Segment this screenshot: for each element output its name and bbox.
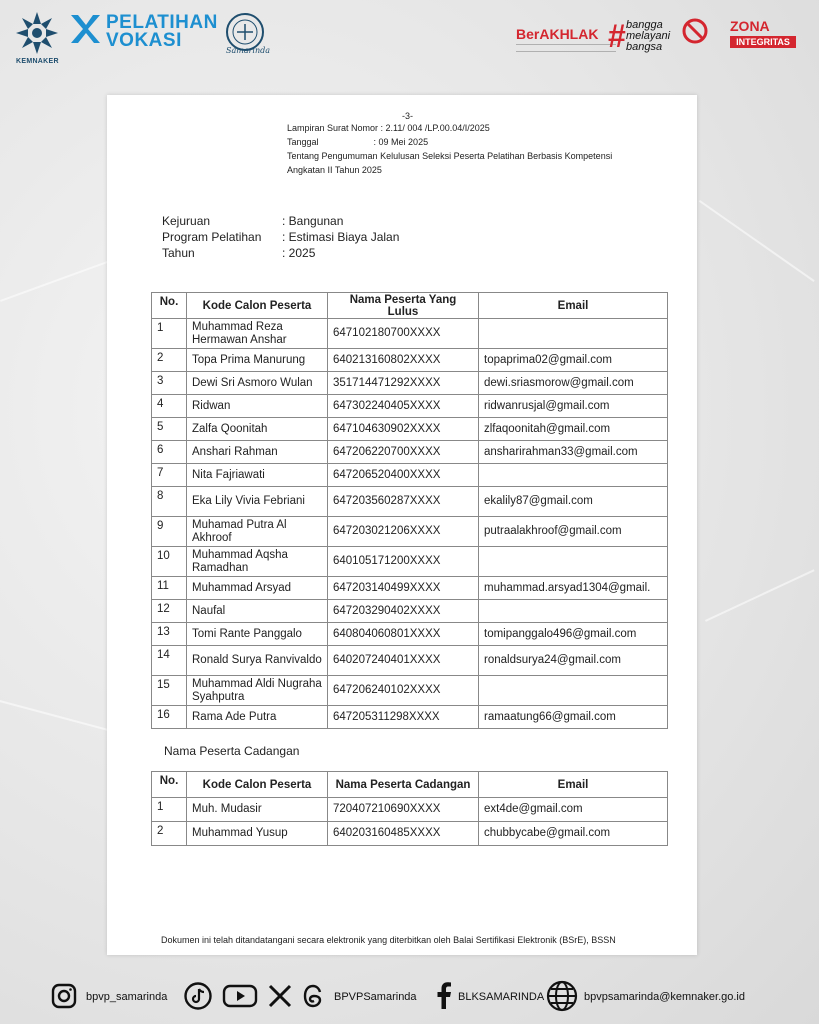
meta-row bbox=[162, 213, 399, 229]
email-cell: muhammad.arsyad1304@gmail. bbox=[479, 577, 668, 600]
table-row bbox=[152, 319, 668, 349]
email-cell: chubbycabe@gmail.com bbox=[479, 822, 668, 846]
table-header-row bbox=[152, 293, 668, 319]
tiktok-icon[interactable] bbox=[184, 982, 212, 1010]
table-row bbox=[152, 547, 668, 577]
email-cell: ekalily87@gmail.com bbox=[479, 487, 668, 517]
participant-name-cell: Topa Prima Manurung bbox=[187, 349, 328, 372]
facebook-handle[interactable]: BLKSAMARINDA bbox=[458, 991, 545, 1003]
row-number-cell: 4 bbox=[152, 395, 187, 418]
participant-code-cell: 647203140499XXXX bbox=[328, 577, 479, 600]
header-line: Tentang Pengumuman Kelulusan Seleksi Peserta Pelatihan Berbasis Kompetensi bbox=[287, 151, 613, 161]
reserve-participants-table bbox=[151, 771, 668, 846]
participant-code-cell: 647203290402XXXX bbox=[328, 600, 479, 623]
participant-name-cell: Eka Lily Vivia Febriani bbox=[187, 487, 328, 517]
table-row bbox=[152, 372, 668, 395]
row-number-cell: 1 bbox=[152, 798, 187, 822]
bangga-melayani-logo bbox=[626, 20, 670, 53]
header-right-logos bbox=[516, 16, 806, 66]
email-cell: zlfaqoonitah@gmail.com bbox=[479, 418, 668, 441]
participant-name-cell: Muh. Mudasir bbox=[187, 798, 328, 822]
email-cell bbox=[479, 319, 668, 349]
row-number-cell: 3 bbox=[152, 372, 187, 395]
table-row bbox=[152, 646, 668, 676]
email-cell: topaprima02@gmail.com bbox=[479, 349, 668, 372]
row-number-cell: 14 bbox=[152, 646, 187, 676]
participant-name-cell: Nita Fajriawati bbox=[187, 464, 328, 487]
participant-name-cell: Muhamad Putra Al Akhroof bbox=[187, 517, 328, 547]
column-header: No. bbox=[152, 293, 187, 319]
table-header-row bbox=[152, 772, 668, 798]
participant-code-cell: 647206240102XXXX bbox=[328, 676, 479, 706]
row-number-cell: 9 bbox=[152, 517, 187, 547]
row-number-cell: 16 bbox=[152, 706, 187, 729]
threads-handle[interactable]: BPVPSamarinda bbox=[334, 991, 417, 1003]
row-number-cell: 12 bbox=[152, 600, 187, 623]
row-number-cell: 13 bbox=[152, 623, 187, 646]
document-page bbox=[107, 95, 697, 955]
email-cell: ext4de@gmail.com bbox=[479, 798, 668, 822]
esign-footer-note: Dokumen ini telah ditandatangani secara elektronik yang diterbitkan oleh Balai Sertifikasi Elektronik (BSrE), BSSN bbox=[161, 935, 616, 945]
meta-row bbox=[162, 229, 399, 245]
document-header bbox=[287, 109, 612, 177]
globe-icon[interactable] bbox=[546, 980, 578, 1012]
vokasi-label: VOKASI bbox=[106, 30, 182, 51]
participant-code-cell: 647203021206XXXX bbox=[328, 517, 479, 547]
zona-integritas-title: ZONA bbox=[730, 18, 770, 34]
participant-name-cell: Ridwan bbox=[187, 395, 328, 418]
email-cell: tomipanggalo496@gmail.com bbox=[479, 623, 668, 646]
row-number-cell: 7 bbox=[152, 464, 187, 487]
table-row bbox=[152, 395, 668, 418]
zona-integritas-bar: INTEGRITAS bbox=[730, 36, 796, 48]
row-number-cell: 2 bbox=[152, 822, 187, 846]
participant-code-cell: 647302240405XXXX bbox=[328, 395, 479, 418]
participant-name-cell: Ronald Surya Ranvivaldo bbox=[187, 646, 328, 676]
berakhlak-tagline-lines bbox=[516, 44, 616, 52]
table-row bbox=[152, 464, 668, 487]
participant-name-cell: Muhammad Reza Hermawan Anshar bbox=[187, 319, 328, 349]
meta-label: Tahun bbox=[162, 246, 195, 260]
meta-row bbox=[162, 245, 399, 261]
row-number-cell: 5 bbox=[152, 418, 187, 441]
table-row bbox=[152, 600, 668, 623]
header-line: Lampiran Surat Nomor : 2.11/ 004 /LP.00.04/I/2025 bbox=[287, 123, 490, 133]
table-body bbox=[152, 798, 668, 846]
hashtag-icon: # bbox=[608, 18, 626, 54]
youtube-icon[interactable] bbox=[222, 982, 258, 1010]
participant-code-cell: 640804060801XXXX bbox=[328, 623, 479, 646]
table-row bbox=[152, 517, 668, 547]
email-cell: putraalakhroof@gmail.com bbox=[479, 517, 668, 547]
participant-code-cell: 647206220700XXXX bbox=[328, 441, 479, 464]
row-number-cell: 6 bbox=[152, 441, 187, 464]
meta-value: : Estimasi Biaya Jalan bbox=[282, 230, 400, 244]
meta-value: : Bangunan bbox=[282, 214, 344, 228]
bangga-line: bangga bbox=[626, 19, 663, 31]
reserve-section-label: Nama Peserta Cadangan bbox=[164, 744, 300, 758]
email-cell: ramaatung66@gmail.com bbox=[479, 706, 668, 729]
header-left-logos bbox=[14, 10, 274, 72]
table-row bbox=[152, 798, 668, 822]
email-cell: ansharirahman33@gmail.com bbox=[479, 441, 668, 464]
table-row bbox=[152, 822, 668, 846]
row-number-cell: 2 bbox=[152, 349, 187, 372]
participant-name-cell: Muhammad Aqsha Ramadhan bbox=[187, 547, 328, 577]
social-media-bar bbox=[50, 978, 810, 1014]
bangga-line: bangsa bbox=[626, 41, 663, 53]
threads-icon[interactable] bbox=[300, 982, 328, 1010]
email-cell bbox=[479, 464, 668, 487]
column-header: Nama Peserta Yang Lulus bbox=[328, 293, 479, 319]
row-number-cell: 10 bbox=[152, 547, 187, 577]
bpvp-script-label: Samarinda bbox=[226, 46, 271, 55]
passed-participants-table bbox=[151, 292, 668, 729]
column-header: No. bbox=[152, 772, 187, 798]
pelatihan-label: PELATIHAN bbox=[106, 12, 218, 33]
table-body bbox=[152, 319, 668, 729]
participant-code-cell: 640105171200XXXX bbox=[328, 547, 479, 577]
meta-value: : 2025 bbox=[282, 246, 316, 260]
vokasi-x-logo-icon bbox=[68, 12, 102, 46]
participant-code-cell: 640203160485XXXX bbox=[328, 822, 479, 846]
email-cell: ronaldsurya24@gmail.com bbox=[479, 646, 668, 676]
row-number-cell: 11 bbox=[152, 577, 187, 600]
participant-code-cell: 647104630902XXXX bbox=[328, 418, 479, 441]
instagram-handle[interactable]: bpvp_samarinda bbox=[86, 991, 168, 1003]
bangga-line: melayani bbox=[626, 30, 671, 42]
participant-name-cell: Muhammad Aldi Nugraha Syahputra bbox=[187, 676, 328, 706]
participant-code-cell: 647102180700XXXX bbox=[328, 319, 479, 349]
participant-name-cell: Anshari Rahman bbox=[187, 441, 328, 464]
row-number-cell: 8 bbox=[152, 487, 187, 517]
website-email[interactable]: bpvpsamarinda@kemnaker.go.id bbox=[584, 991, 745, 1003]
meta-label: Program Pelatihan bbox=[162, 230, 262, 244]
table-row bbox=[152, 623, 668, 646]
facebook-icon[interactable] bbox=[434, 982, 454, 1010]
table-row bbox=[152, 349, 668, 372]
header-line: Angkatan II Tahun 2025 bbox=[287, 165, 382, 175]
table-row bbox=[152, 441, 668, 464]
email-cell bbox=[479, 547, 668, 577]
column-header: Nama Peserta Cadangan bbox=[328, 772, 479, 798]
kemnaker-label: KEMNAKER bbox=[16, 58, 59, 65]
participant-code-cell: 640213160802XXXX bbox=[328, 349, 479, 372]
participant-code-cell: 647205311298XXXX bbox=[328, 706, 479, 729]
participant-name-cell: Rama Ade Putra bbox=[187, 706, 328, 729]
participant-name-cell: Naufal bbox=[187, 600, 328, 623]
page-number: -3- bbox=[402, 111, 413, 121]
table-row bbox=[152, 706, 668, 729]
email-cell bbox=[479, 676, 668, 706]
email-cell: dewi.sriasmorow@gmail.com bbox=[479, 372, 668, 395]
participant-code-cell: 351714471292XXXX bbox=[328, 372, 479, 395]
paper-crease bbox=[699, 200, 815, 282]
participant-name-cell: Muhammad Yusup bbox=[187, 822, 328, 846]
table-row bbox=[152, 676, 668, 706]
column-header: Email bbox=[479, 772, 668, 798]
header-line: Tanggal : 09 Mei 2025 bbox=[287, 137, 429, 147]
paper-crease bbox=[0, 700, 116, 733]
participant-name-cell: Muhammad Arsyad bbox=[187, 577, 328, 600]
column-header: Kode Calon Peserta bbox=[187, 772, 328, 798]
column-header: Kode Calon Peserta bbox=[187, 293, 328, 319]
participant-name-cell: Zalfa Qoonitah bbox=[187, 418, 328, 441]
kemnaker-logo-icon bbox=[14, 10, 60, 56]
meta-label: Kejuruan bbox=[162, 214, 211, 228]
row-number-cell: 15 bbox=[152, 676, 187, 706]
email-cell bbox=[479, 600, 668, 623]
participant-code-cell: 640207240401XXXX bbox=[328, 646, 479, 676]
program-meta bbox=[162, 213, 399, 261]
email-cell: ridwanrusjal@gmail.com bbox=[479, 395, 668, 418]
table-row bbox=[152, 577, 668, 600]
row-number-cell: 1 bbox=[152, 319, 187, 349]
table-row bbox=[152, 487, 668, 517]
berakhlak-logo: BerAKHLAK bbox=[516, 26, 599, 42]
x-icon[interactable] bbox=[266, 982, 294, 1010]
participant-code-cell: 647206520400XXXX bbox=[328, 464, 479, 487]
column-header: Email bbox=[479, 293, 668, 319]
participant-name-cell: Dewi Sri Asmoro Wulan bbox=[187, 372, 328, 395]
anti-gratification-icon bbox=[682, 18, 708, 52]
participant-name-cell: Tomi Rante Panggalo bbox=[187, 623, 328, 646]
table-row bbox=[152, 418, 668, 441]
paper-crease bbox=[705, 569, 815, 622]
participant-code-cell: 647203560287XXXX bbox=[328, 487, 479, 517]
participant-code-cell: 720407210690XXXX bbox=[328, 798, 479, 822]
instagram-icon[interactable] bbox=[50, 982, 78, 1010]
